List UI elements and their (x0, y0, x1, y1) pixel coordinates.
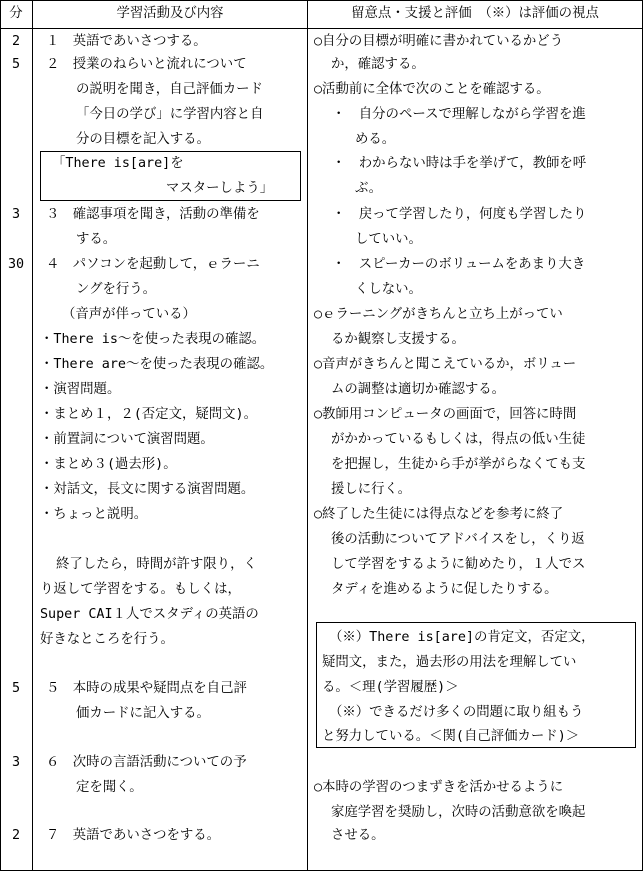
note-line: ムの調整は適切か確認する。 (331, 382, 506, 397)
header-time: 分 (9, 6, 23, 21)
note-line: ○活動前に全体で次のことを確認する。 (314, 82, 550, 97)
note-line: して学習をするように勧めたり，１人でス (331, 557, 586, 572)
evaluation-line: （※）There is[are]の肯定文，否定文， (329, 630, 595, 645)
note-line: タディを進めるように促したりする。 (331, 582, 558, 597)
activity-line: 「今日の学び」に学習内容と自 (76, 107, 264, 122)
note-line: ぶ。 (355, 181, 383, 196)
note-line: させる。 (331, 828, 385, 843)
activity-line: ・There are～を使った表現の確認。 (40, 357, 274, 372)
activity-line: 分の目標を記入する。 (76, 132, 210, 147)
activity-line: ・まとめ１，２(否定文，疑問文)。 (40, 407, 257, 422)
note-line: ○教師用コンピュータの画面で，回答に時間 (314, 407, 577, 422)
note-line: ・ スピーカーのボリュームをあまり大き (332, 257, 586, 272)
evaluation-line: （※）できるだけ多くの問題に取り組もう (329, 705, 584, 720)
activity-line: 好きなところを行う。 (40, 632, 174, 647)
note-line: 家庭学習を奨励し，次時の活動意欲を喚起 (331, 805, 586, 820)
time-cell: 5 (11, 57, 21, 72)
time-cell: 3 (11, 755, 21, 770)
activity-line: Super CAI１人でスタディの英語の (40, 607, 259, 622)
note-line: める。 (355, 132, 396, 147)
activity-line: り返して学習をする。もしくは， (40, 582, 241, 597)
activity-line: ６ 次時の言語活動についての予 (46, 755, 247, 770)
table-top-border (0, 0, 643, 1)
note-line: を把握し，生徒から手が挙がらなくても支 (331, 457, 586, 472)
note-line: ○音声がきちんと聞こえているか，ボリュー (314, 357, 577, 372)
activity-line: 定を聞く。 (76, 780, 143, 795)
time-cell: 3 (11, 207, 21, 222)
note-line: ○終了した生徒には得点などを参考に終了 (314, 507, 564, 522)
activity-line: ・演習問題。 (40, 382, 121, 397)
evaluation-line: と努力している。＜関(自己評価カード)＞ (322, 729, 580, 744)
note-line: 援しに行く。 (331, 482, 412, 497)
note-line: るか観察し支援する。 (331, 332, 465, 347)
activity-line: ングを行う。 (76, 282, 157, 297)
note-line: がかかっているもしくは，得点の低い生徒 (331, 432, 586, 447)
time-column-divider (32, 0, 33, 871)
evaluation-line: る。＜理(学習履歴)＞ (322, 680, 459, 695)
note-line: 後の活動についてアドバイスをし，くり返 (331, 532, 585, 547)
activity-line: の説明を聞き，自己評価カード (76, 82, 263, 97)
activity-line: ・前置詞について演習問題。 (40, 432, 214, 447)
time-cell: 2 (11, 828, 21, 843)
evaluation-line: 疑問文，また，過去形の用法を理解してい (322, 655, 577, 670)
activity-line: 価カードに記入する。 (76, 706, 210, 721)
activity-line: ・ちょっと説明。 (40, 507, 148, 522)
note-line: ・ 自分のペースで理解しながら学習を進 (332, 107, 586, 122)
note-line: ○本時の学習のつまずきを活かせるように (314, 780, 564, 795)
time-cell: 2 (11, 34, 21, 49)
lesson-goal-line1: 「There is[are]を (52, 156, 184, 171)
activity-line: ４ パソコンを起動して，ｅラーニ (46, 257, 260, 272)
note-line: か，確認する。 (331, 57, 425, 72)
activity-line: ３ 確認事項を聞き，活動の準備を (46, 207, 260, 222)
activity-line: （音声が伴っている） (62, 307, 196, 322)
header-bottom-border (0, 28, 643, 29)
activity-line: 終了したら，時間が許す限り，く (56, 557, 257, 572)
main-column-divider (307, 0, 308, 871)
note-line: くしない。 (355, 282, 422, 297)
activity-line: ・There is～を使った表現の確認。 (40, 332, 266, 347)
activity-line: ２ 授業のねらいと流れについて (46, 57, 247, 72)
note-line: ・ わからない時は手を挙げて，教師を呼 (332, 156, 587, 171)
activity-line: ５ 本時の成果や疑問点を自己評 (46, 681, 247, 696)
table-left-border (0, 0, 1, 871)
activity-line: する。 (76, 232, 117, 247)
note-line: ○自分の目標が明確に書かれているかどう (314, 34, 564, 49)
note-line: ○ｅラーニングがきちんと立ち上がってい (314, 307, 563, 322)
activity-line: ・まとめ３(過去形)。 (40, 457, 177, 472)
activity-line: １ 英語であいさつする。 (46, 34, 207, 49)
header-activities: 学習活動及び内容 (116, 6, 224, 21)
time-cell: 5 (11, 681, 21, 696)
note-line: していい。 (355, 232, 422, 247)
time-cell: 30 (7, 257, 25, 272)
activity-line: ・対話文，長文に関する演習問題。 (40, 482, 255, 497)
header-notes: 留意点・支援と評価 （※）は評価の視点 (351, 6, 599, 21)
lesson-goal-line2: マスターしよう」 (166, 181, 274, 196)
note-line: ・ 戻って学習したり，何度も学習したり (332, 207, 587, 222)
activity-line: ７ 英語であいさつをする。 (46, 828, 221, 843)
